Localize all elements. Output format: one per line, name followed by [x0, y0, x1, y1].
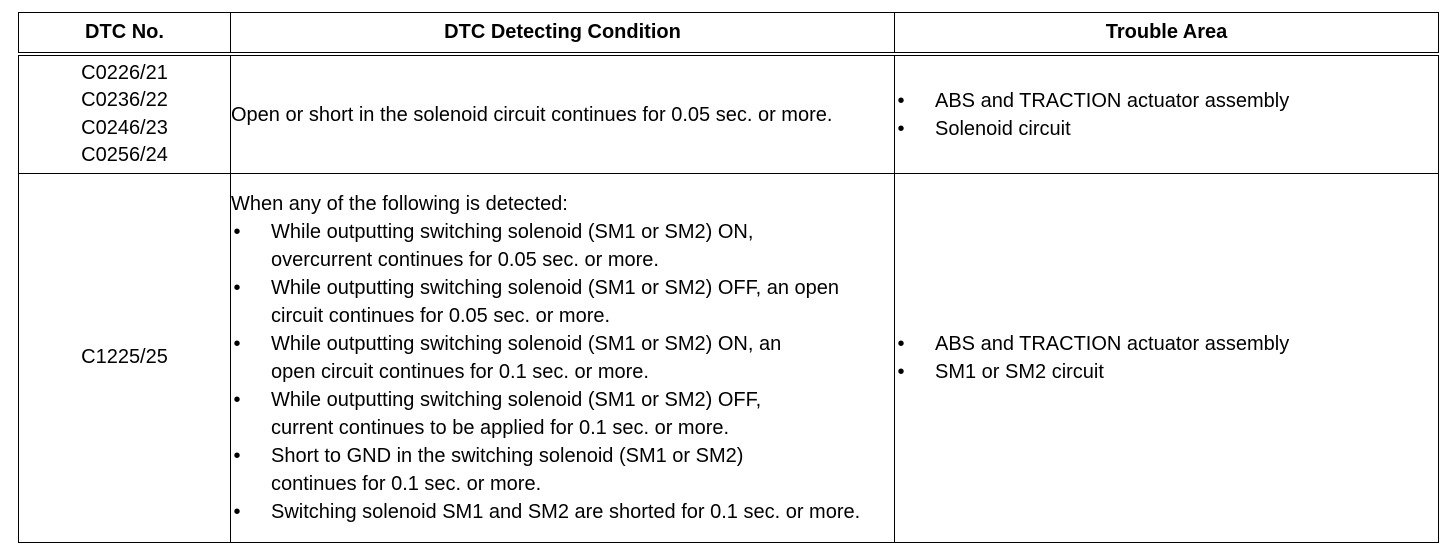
list-item [231, 330, 894, 386]
dtc-code: C0226/21 [81, 61, 168, 84]
bullet-icon: • [897, 361, 905, 383]
trouble-area-cell [895, 54, 1439, 174]
bullet-icon: • [233, 501, 241, 523]
table-row [19, 174, 1439, 543]
list-item [895, 87, 1438, 115]
header-trouble-area: Trouble Area [895, 13, 1439, 55]
trouble-area-list [895, 87, 1438, 143]
list-item [231, 442, 894, 498]
dtc-code: C0256/24 [81, 144, 168, 166]
trouble-area-text: ABS and TRACTION actuator assembly [935, 333, 1290, 355]
condition-item-text: While outputting switching solenoid (SM1 or SM2) ON, overcurrent continues for 0.05 sec. or more. [271, 221, 754, 271]
condition-item-text: While outputting switching solenoid (SM1 or SM2) ON, an open circuit continues for 0.1 sec. or more. [271, 333, 782, 383]
header-dtc-no: DTC No. [19, 13, 231, 55]
bullet-icon: • [897, 333, 905, 355]
bullet-icon: • [233, 445, 241, 467]
dtc-code: C0236/22 [81, 89, 168, 111]
list-item [231, 218, 894, 274]
dtc-table [18, 12, 1439, 543]
list-item [895, 115, 1438, 143]
dtc-code: C1225/25 [81, 346, 168, 369]
dtc-code-cell [19, 174, 231, 543]
list-item [895, 358, 1438, 386]
condition-item-text: Short to GND in the switching solenoid (SM1 or SM2) continues for 0.1 sec. or more. [271, 445, 744, 495]
trouble-area-list [895, 330, 1438, 386]
dtc-code: C0246/23 [81, 116, 168, 139]
condition-item-text: While outputting switching solenoid (SM1 or SM2) OFF, an open circuit continues for 0.05 sec. or more. [271, 277, 840, 327]
condition-list [231, 218, 894, 526]
list-item [231, 498, 894, 526]
condition-item-text: While outputting switching solenoid (SM1 or SM2) OFF, current continues to be applied for 0.1 sec. or more. [271, 389, 762, 439]
condition-item-text: Switching solenoid SM1 and SM2 are shorted for 0.1 sec. or more. [271, 501, 861, 523]
header-row [19, 13, 1439, 55]
trouble-area-text: SM1 or SM2 circuit [935, 361, 1104, 383]
dtc-code-cell [19, 54, 231, 174]
trouble-area-text: Solenoid circuit [935, 117, 1071, 140]
list-item [231, 274, 894, 330]
bullet-icon: • [897, 89, 905, 112]
list-item [231, 386, 894, 442]
bullet-icon: • [897, 117, 905, 140]
table-row [19, 54, 1439, 174]
condition-cell [231, 174, 895, 543]
list-item [895, 330, 1438, 358]
bullet-icon: • [233, 221, 241, 243]
bullet-icon: • [233, 333, 241, 355]
condition-text: Open or short in the solenoid circuit continues for 0.05 sec. or more. [231, 103, 833, 126]
bullet-icon: • [233, 389, 241, 411]
condition-intro: When any of the following is detected: [231, 193, 568, 215]
bullet-icon: • [233, 277, 241, 299]
header-detecting-condition: DTC Detecting Condition [231, 13, 895, 55]
trouble-area-text: ABS and TRACTION actuator assembly [935, 89, 1290, 112]
condition-cell [231, 54, 895, 174]
trouble-area-cell [895, 174, 1439, 543]
